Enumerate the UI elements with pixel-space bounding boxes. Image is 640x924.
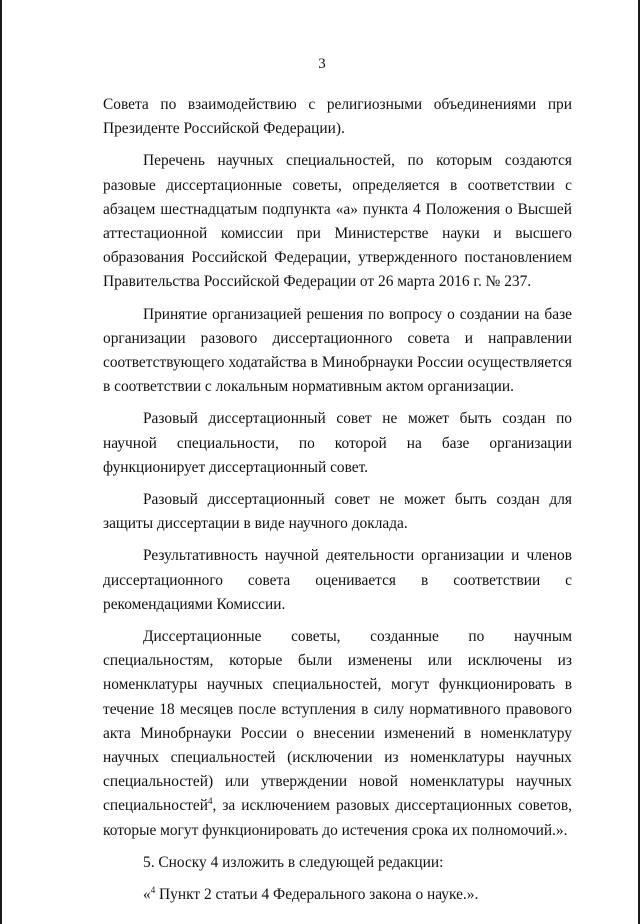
paragraph-footnote-text	[103, 883, 572, 907]
footnote-reference: 4	[207, 796, 213, 807]
paragraph-scientific-report: Разовый диссертационный совет не может быть создан для защиты диссертации в виде научного доклада.	[103, 491, 572, 533]
paragraph-continuation: Совета по взаимодействию с религиозными объединениями при Президенте Российской Федерации).	[103, 96, 572, 138]
footnote-content: Пункт 2 статьи 4 Федерального закона о науке.».	[155, 886, 479, 904]
paragraph-existing-council: Разовый диссертационный совет не может быть создан по научной специальности, по которой на базе организации функционирует диссертационный совет.	[103, 410, 572, 476]
paragraph-organization-decision: Принятие организацией решения по вопросу о создании на базе организации разового диссертационного совета и направлении соответствующего ходатайства в Минобрнауки России осуществляется в соответствии с локальным нормативным актом организации.	[103, 305, 572, 396]
page-number: 3	[318, 56, 326, 72]
paragraph-specialties-list: Перечень научных специальностей, по которым создаются разовые диссертационные советы, определяется в соответствии с абзацем шестнадцатым подпункта «а» пункта 4 Положения о Высшей аттестационной комиссии при Министерстве науки и высшего образования Российской Федерации, утвержденного постановлением Правительства Российской Федерации от 26 марта 2016 г. № 237.	[103, 152, 572, 291]
paragraph-text: , за исключением разовых диссертационных советов, которые могут функционировать до истечения срока их полномочий.».	[103, 797, 572, 839]
paragraph-changed-specialties	[103, 625, 572, 843]
paragraph-text: Диссертационные советы, созданные по научным специальностям, которые были изменены или исключены из номенклатуры научных специальностей, могут функционировать в течение 18 месяцев после вступления в силу нормативного правового акта Минобрнауки России о внесении изменений в номенклатуру научных специальностей (исключении из номенклатуры научных специальностей) или утверждении новой номенклатуры научных специальностей	[103, 628, 572, 815]
footnote-number: 4	[150, 885, 156, 896]
document-body	[103, 93, 572, 915]
quote-open: «	[143, 886, 151, 904]
paragraph-footnote-amendment: 5. Сноску 4 изложить в следующей редакции:	[143, 853, 444, 871]
paragraph-performance: Результативность научной деятельности организации и членов диссертационного совета оценивается в соответствии с рекомендациями Комиссии.	[103, 547, 572, 613]
